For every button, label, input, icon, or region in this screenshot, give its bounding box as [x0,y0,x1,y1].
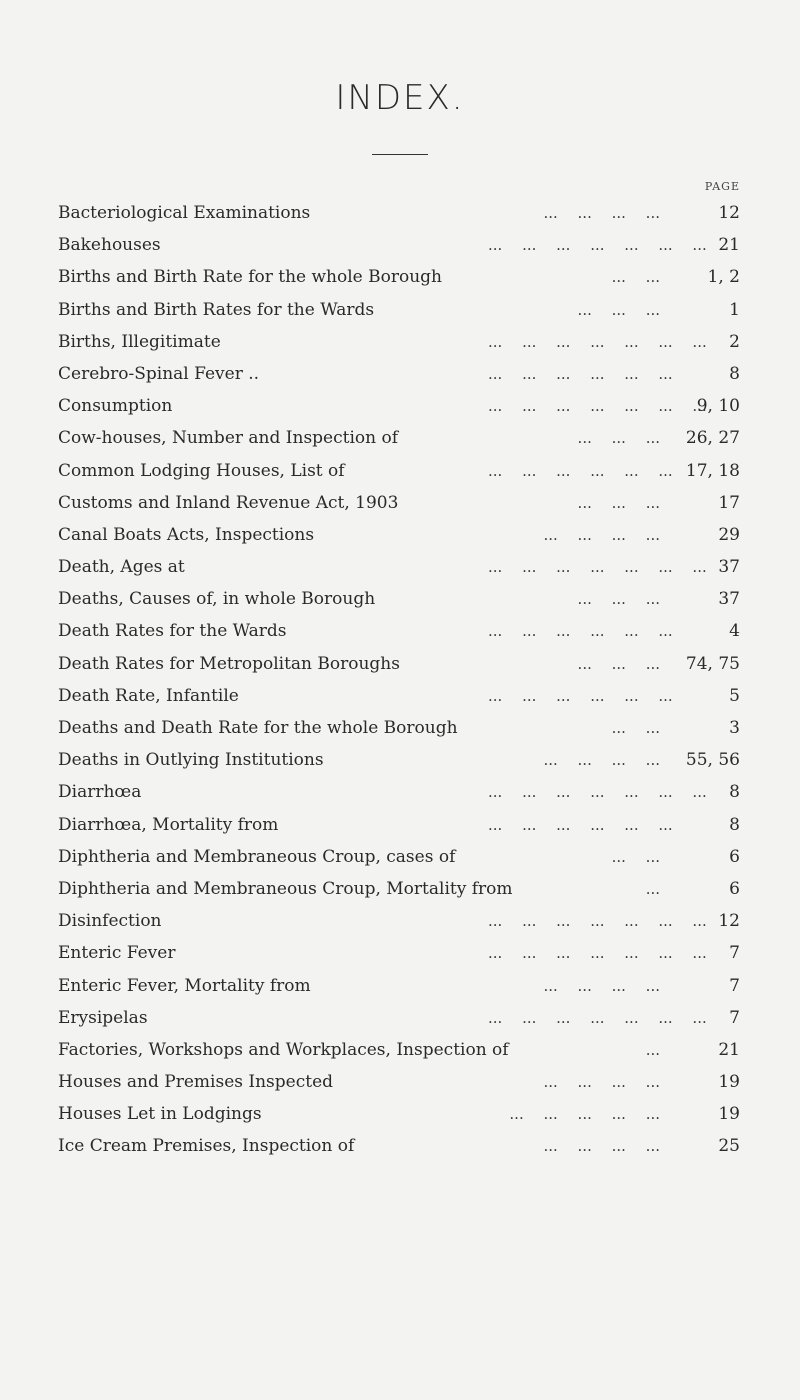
dot-leader: ... ... ... ... ... ... [488,686,673,705]
index-entry-name: Births and Birth Rate for the whole Borough [58,267,443,288]
dot-leader: ... ... ... [577,300,660,319]
index-entry-page: 5 [729,685,740,706]
index-entry-name: Factories, Workshops and Workplaces, Inspection of [58,1039,509,1060]
dot-leader: ... ... ... ... [543,204,660,222]
index-entry-name: Death Rates for Metropolitan Boroughs [58,653,400,674]
index-entry [58,873,740,905]
dot-leader: ... ... ... ... ... [509,1105,660,1124]
index-entry-name: Diarrhœa [58,782,142,803]
index-entry-page: 74, 75 [685,653,740,674]
index-entry [58,648,740,680]
index-entry-page: 8 [729,363,740,384]
index-entry [58,1098,740,1130]
dot-leader: ... [645,879,660,898]
index-entry-page: 6 [729,846,740,867]
index-entry-page: 17, 18 [685,460,740,481]
index-entry-name: Erysipelas [58,1007,148,1028]
index-entry-page: 7 [729,975,740,996]
index-entry-page: 17 [718,492,740,513]
index-entry-name: Death Rates for the Wards [58,621,287,642]
index-entry [58,1130,740,1162]
index-entry [58,905,740,937]
index-entry-name: Consumption [58,396,173,417]
index-entry-page: 7 [729,1007,740,1028]
index-entry [58,197,740,229]
dot-leader: ... ... ... ... ... ... ... [488,236,707,255]
index-entry [58,744,740,776]
index-entry-page: 25 [718,1136,740,1157]
index-entry [58,809,740,841]
index-entry [58,519,740,551]
dot-leader: ... ... [611,719,660,737]
dot-leader: ... ... ... ... ... ... ... [488,397,707,416]
index-entry-name: Births and Birth Rates for the Wards [58,299,375,320]
dot-leader: ... ... ... ... ... ... ... [488,944,707,963]
index-entry-name: Bakehouses [58,235,161,256]
dot-leader: ... ... ... [577,429,660,448]
index-entry [58,390,740,422]
index-entry-page: 19 [718,1104,740,1125]
index-list [58,197,740,1163]
dot-leader: ... ... ... ... [543,1073,660,1092]
dot-leader: ... ... ... ... ... ... [488,364,673,383]
dot-leader: ... ... ... ... ... ... ... [488,783,707,802]
index-entry-page: 21 [718,1039,740,1060]
dot-leader: ... ... ... [577,654,660,673]
index-entry [58,294,740,326]
index-entry-name: Cerebro-Spinal Fever .. [58,363,260,384]
index-entry [58,712,740,744]
index-entry-name: Bacteriological Examinations [58,203,311,223]
index-entry [58,1034,740,1066]
index-entry [58,970,740,1002]
index-entry [58,615,740,647]
index-entry [58,776,740,808]
index-entry [58,326,740,358]
index-entry-name: Customs and Inland Revenue Act, 1903 [58,492,399,513]
index-entry-page: 12 [718,203,740,223]
index-entry-name: Diphtheria and Membraneous Croup, cases of [58,846,456,867]
dot-leader: ... ... ... ... [543,525,660,544]
index-entry-page: 12 [718,911,740,932]
index-entry-name: Canal Boats Acts, Inspections [58,524,315,545]
index-entry [58,551,740,583]
page-title: INDEX. [335,78,465,118]
index-entry-name: Diphtheria and Membraneous Croup, Mortality from [58,878,513,899]
index-entry [58,358,740,390]
index-entry [58,583,740,615]
index-entry [58,937,740,969]
index-entry-page: 55, 56 [685,750,740,771]
index-entry-name: Death, Ages at [58,557,185,578]
index-entry [58,422,740,454]
dot-leader: ... ... ... ... [543,976,660,995]
dot-leader: ... ... ... ... ... ... [488,461,673,480]
index-entry-page: 21 [718,235,740,256]
index-entry-page: 19 [718,1072,740,1093]
index-entry [58,261,740,293]
dot-leader: ... ... ... ... ... ... [488,815,673,834]
dot-leader: ... ... [611,268,660,287]
index-entry-name: Houses and Premises Inspected [58,1072,334,1093]
index-entry-page: 1, 2 [707,267,740,288]
index-entry-name: Diarrhœa, Mortality from [58,814,279,835]
index-entry [58,841,740,873]
index-entry-name: Enteric Fever [58,943,176,964]
index-entry-page: 7 [729,943,740,964]
index-entry-page: 2 [729,331,740,352]
index-entry-name: Deaths and Death Rate for the whole Borough [58,718,458,738]
index-entry [58,1002,740,1034]
index-entry-page: 6 [729,878,740,899]
index-entry-name: Houses Let in Lodgings [58,1104,262,1125]
index-entry-name: Disinfection [58,911,162,932]
dot-leader: ... ... ... ... ... ... ... [488,558,707,577]
dot-leader: ... ... ... ... ... ... ... [488,1008,707,1027]
dot-leader: ... ... ... [577,590,660,609]
dot-leader: ... ... ... ... ... ... ... [488,332,707,351]
index-entry [58,487,740,519]
index-entry-page: 4 [729,621,740,642]
dot-leader: ... ... ... ... ... ... [488,622,673,641]
index-entry [58,229,740,261]
index-entry-name: Deaths in Outlying Institutions [58,750,324,771]
index-entry-page: 1 [729,299,740,320]
dot-leader: ... ... ... ... [543,1137,660,1156]
index-entry-page: 37 [718,589,740,610]
index-entry [58,680,740,712]
index-entry-name: Enteric Fever, Mortality from [58,975,311,996]
dot-leader: ... ... ... [577,493,660,512]
index-entry-page: 8 [729,814,740,835]
index-entry-page: 29 [718,524,740,545]
page-column-header: PAGE [704,180,740,193]
index-entry-name: Births, Illegitimate [58,331,221,352]
dot-leader: ... ... [611,847,660,866]
dot-leader: ... [645,1040,660,1059]
index-entry-name: Cow-houses, Number and Inspection of [58,428,399,449]
title-rule [372,154,428,155]
index-entry-name: Death Rate, Infantile [58,685,239,706]
dot-leader: ... ... ... ... [543,751,660,770]
index-entry-page: 9, 10 [696,396,740,417]
index-entry-page: 3 [729,718,740,738]
index-entry [58,1066,740,1098]
index-entry-name: Ice Cream Premises, Inspection of [58,1136,355,1157]
dot-leader: ... ... ... ... ... ... ... [488,912,707,931]
index-entry-name: Common Lodging Houses, List of [58,460,345,481]
index-entry-name: Deaths, Causes of, in whole Borough [58,589,376,610]
index-entry-page: 8 [729,782,740,803]
index-entry [58,455,740,487]
index-entry-page: 37 [718,557,740,578]
index-entry-page: 26, 27 [685,428,740,449]
